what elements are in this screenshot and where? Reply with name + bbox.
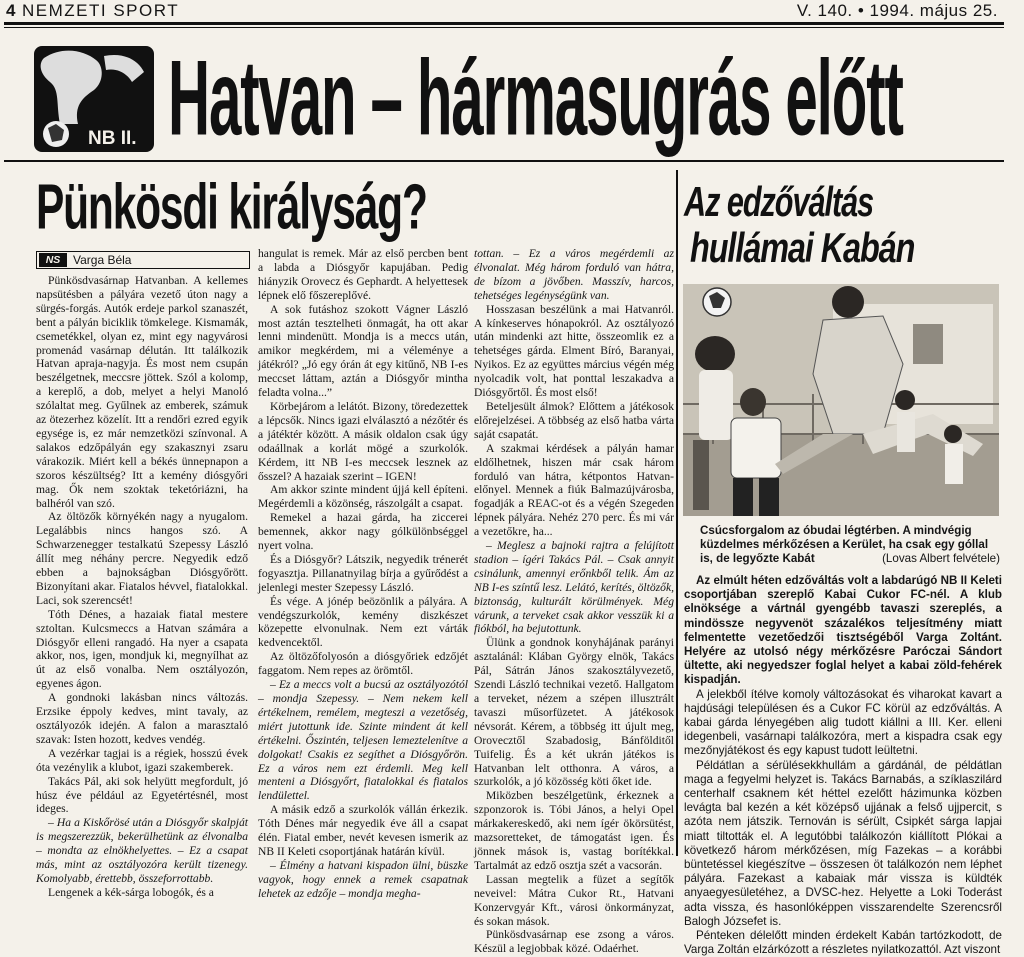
paragraph: Takács Pál, aki sok helyütt megfordult, jó húsz éve például az Egyetértésnél, most ideges.	[36, 774, 248, 816]
newspaper-name: NEMZETI SPORT	[22, 1, 180, 20]
section-rule	[4, 160, 1004, 162]
paragraph: – Ez a meccs volt a bucsú az osztályozótól – mondja Szepessy. – Nem nekem kell értékelnem, remélem, megteszi a vezetőség, miért jutottunk ide. Szinte mindent át kell értékelni. Őszintén, teljesen lemeztelenítve a dolgokat! Csakis ez segíthet a Diósgyőrön. Ez a város nem ezt érdemli. Meg kell menteni a Diósgyőrt, fiatalokkal és fiatalos lendülettel.	[258, 678, 468, 803]
paragraph: Pünkösdvasárnap ese zsong a város. Készül a legjobbak közé. Odaérhet.	[474, 928, 674, 956]
paragraph: Lassan megtelik a füzet a segítők neveivel: Mátra Cukor Rt., Hatvani Konzervgyár Kft., városi önkormányzat, és sokan mások.	[474, 872, 674, 928]
paragraph: A gondnoki lakásban nincs változás. Erzsike éppoly kedves, mint tavaly, az osztályozók idején. A falon a marasztaló szavak: Isten hozott, kedves vendég.	[36, 691, 248, 746]
photo-credit: (Lovas Albert felvétele)	[882, 552, 1000, 565]
article2-title-line2: hullámai Kabán	[690, 226, 915, 272]
article-column-2	[258, 247, 468, 900]
paragraph: Lengenek a kék-sárga lobogók, és a	[48, 885, 214, 899]
nb2-logo	[34, 46, 154, 152]
paragraph: – Meglesz a bajnoki rajtra a felújított stadion – ígéri Takács Pál. – Csak annyit csinálunk, amennyi erőnkből telik. Ám az NB I-es színtű lesz. Lelátó, kerítés, öltözők, biztonság, kulturált körülmények. Még várunk, a terveket csak akkor vesszük ki a fiókból, ha bejutottunk.	[474, 539, 674, 636]
ns-badge: NS	[39, 253, 67, 267]
paragraph: Példátlan a sérülésekkhullám a gárdánál, de példátlan maga a fegyelmi helyzet is. Takács Barnabás, a szíklaszilárd centerhalf csaknem két héttel ezelőtt házimunka közben levágta bal kezén a két középső ujjának a felső ujjpercit, s azóta nem játszik. Ternován is sérült, Csipkét sárga lapjai miatt tiltották el. A legutóbbi találkozón kiállított Plókai a következő három mérkőzésen, míg Fazekas – a korábbi büntetéssel kiegészítve – összesen öt találkozón nem léphet pályára. Fazekast a kabaiak már vissza is küldték anyaegyesületéhez, a DVSC-hez. Helyette a Loki Toderást adta vissza, és hasonlóképpen visszarendelte Szerencsről Balogh Józsefet is.	[684, 758, 1002, 928]
byline-box	[36, 251, 250, 269]
main-headline: Hatvan – hármasugrás előtt	[168, 40, 903, 159]
article-column-1	[36, 274, 248, 899]
paragraph: Miközben beszélgetünk, érkeznek a szponzorok is. Tóbi János, a helyi Opel márkakereskedő, aki nem ígér ökörsütést, mazsoretteket, de támogatást igen. És jönnek mások is, vastag borítékkal. Tartalmát az edző osztja szét a vacsorán.	[474, 789, 674, 872]
paragraph: Az öltözők környékén nagy a nyugalom. Legalábbis nincs hangos szó. A Schwarzenegger testalkatú Szepessy László állít meg néhány percre. Negyedik edző ebben a bajnokságban Diósgyőrött. Bizonyítani akar. Fiatalos hévvel, fiatalokkal. Laci, sok szerencsét!	[36, 510, 248, 607]
paragraph: A másik edző a szurkolók vállán érkezik. Tóth Dénes már negyedik éve áll a csapat élén. Fiatal ember, nevét kevesen ismerik az NB II Keleti csoportjának határán kívül.	[258, 803, 468, 858]
paragraph: Hosszasan beszélünk a mai Hatvanról. A kínkeserves hónapokról. Az osztályozó után mindenki azt hitte, összeomlik ez a tehetséges gárda. Elment Bíró, Baranyai, Nyikos. Ez az együttes március végén még nyolcadik volt, hat ponttal leszakadva a Diósgyőrtől. És most első!	[474, 302, 674, 400]
article2-body	[684, 574, 1002, 957]
paragraph: A sok futáshoz szokott Vágner László most aztán tesztelheti önmagát, ha ott akar lenni mindenütt. Mondja is a meccs után, amikor megkérdem, mi a véleménye a játékról? „Jó egy órán át egy kitűnő, NB I-es meccset láttam, aztán a Diósgyőr mintha feladta volna...”	[258, 302, 468, 400]
paragraph: Tóth Dénes, a hazaiak fiatal mestere sztoltan. Kulcsmeccs a Hatvan számára a Diósgyőr elleni rangadó. Ha nyer a csapata akkor, nos, igen, mondjuk ki, megnyílhat az út az első vonalba. Nem osztályozón, egyenes ágon.	[36, 607, 248, 691]
article2-title-line1: Az edzőváltás	[684, 180, 874, 226]
header-rule-thin	[4, 27, 1004, 28]
paragraph: Körbejárom a lelátót. Bizony, töredezettek a lépcsők. Nincs igazi elválasztó a nézőtér és a játéktér között. A másik oldalon csak úgy odaállnak a korlát mögé a szurkolók. Kérdem, itt NB I-es meccsek lesznek az ősszel? A hazaiak szerint – IGEN!	[258, 399, 468, 483]
article-column-3	[468, 247, 674, 956]
paragraph: tottan. – Ez a város megérdemli az élvonalat. Még három forduló van hátra, de bízom a jövőben. Masszív, harcos, tehetséges legénységünk van.	[474, 247, 674, 302]
issue-date: V. 140. • 1994. május 25.	[796, 1, 998, 20]
article-title: Pünkösdi királyság?	[36, 170, 427, 243]
paragraph: Pünkösdvasárnap Hatvanban. A kellemes napsütésben a pályára vezető úton nagy a sürgés-forgás. Autók erdeje parkol szanaszét, bent a pályán biciklik tömkelege. Kismamák, csemetékkel, olyan ez, mint egy nagyvárosi promenád vasárnap délután. Itt találkozik Hatvan apraja-nagyja. És most nem csupán beszélgetnek, meccsre jöttek. Szól a kolomp, a kereplő, a dob, melyet a helyi Manoló szólaltat meg. Gyűlnek az emberek, számuk az ötezerhez közelít. Itt a rendőri ezred egyik egysége is, ez már nemzetközi színvonal. A salakos edzőpályán egy szakasznyi zsaru várakozik. Miért kell a békés ünnepnapon a szoros készültség? Itt a kemény diósgyőri mag. Ők nem szoktak teketóriázni, ha balhéról van szó.	[36, 274, 248, 510]
paragraph: A szakmai kérdések a pályán hamar eldőlhetnek, hiszen már csak három forduló van hátra, kétpontos Hatvan-előnyel. Mennek a fiúk Balmazújvárosba, fogadják a REAC-ot és a végén Szegeden lépnek pályára. Nehéz 270 perc. És mi vár a vezetőkre, ha...	[474, 441, 674, 539]
column-divider	[676, 170, 678, 856]
svg-text:NB II.: NB II.	[88, 128, 137, 149]
paragraph: Az elmúlt héten edzőváltás volt a labdarúgó NB II Keleti csoportjában szereplő Kabai Cukor FC-nél. A klub elnöksége a vártnál gyengébb tavaszi szereplés, a mindössze negyvenöt százalékos teljesítmény miatt felmentette vezetőedzői tisztségéből Varga Zoltánt. Helyére az utolsó négy mérkőzésre Paróczai Sándort ültette, aki negyedszer foglal helyet a kabai zöld-fehérek kispadján.	[684, 574, 1002, 687]
page-number: 4	[6, 1, 16, 20]
paragraph: Am akkor szinte mindent újjá kell építeni. Megérdemli a közönség, rászolgált a csapat.	[258, 483, 468, 511]
paragraph: A jelekből ítélve komoly változásokat és viharokat kavart a hajdúsági településen és a Cukor FC körül az edzőváltás. A kabai gárda lényegében alig tudott kiállni a III. Ker. elleni idegenbeli, vasárnapi találkozóra, mert a kispadra csak egy mezőnyjátékost és egy kapust tudott leültetni.	[684, 687, 1002, 758]
paragraph: És vége. A jónép beözönlik a pályára. A vendégszurkolók, kemény diszkészet közepette elvonulnak. Nem ezt várták kedvencektől.	[258, 594, 468, 650]
byline-author: Varga Béla	[73, 253, 132, 267]
paragraph: Remekel a hazai gárda, ha ziccerei bemennek, akkor nagy gólkülönbséggel nyert volna.	[258, 511, 468, 553]
paragraph: Pénteken délelőtt minden érdekelt Kabán tartózkodott, de Varga Zoltán elzárkózott a részletes nyilatkozattól. Azt viszont	[684, 929, 1002, 957]
paragraph: hangulat is remek. Már az első percben bent a labda a Diósgyőr kapujában. Pedig hiányzik Orovecz és Gephardt. A helyettesek lépnek elő főszereplővé.	[258, 247, 468, 302]
photo-caption: Csúcsforgalom az óbudai légtérben. A mindvégig küzdelmes mérkőzésen a Kerület, ha csak egy góllal is, de legyőzte Kabát (Lovas Albert felvétele)	[700, 524, 1000, 565]
paragraph: Ülünk a gondnok konyhájának parányi asztalánál: Klában György elnök, Takács Pál, Sátrán János szakosztályvezető, Szendi László technikai vezető. Hallgatom a terveket, nézem a szépen illusztrált tavaszi műsorfüzetet. A játékosok névsorát. Kérem, a többség itt újult meg, Orovecztől Szabadosig, Bánfölditől Tuifelig. És a két ukrán játékos is Hatvanban lelt otthonra. A város, a szurkolók, a jó közösség köti őket ide.	[474, 636, 674, 789]
paragraph: – Ha a Kiskőrösé után a Diósgyőr skalpját is megszerezzük, bekerülhetünk az élvonalba – mondta az elnökhelyettes. – Ez a csapat más, mint az osztályozóra került tizenegy. Komolyabb, érettebb, összeforrottabb.	[36, 816, 248, 885]
nb2-logo-art	[34, 46, 154, 152]
match-photo-art	[683, 284, 999, 516]
header-rule	[4, 22, 1004, 25]
paragraph: A vezérkar tagjai is a régiek, hosszú évek óta vezénylik a klubot, igazi szakemberek.	[36, 746, 248, 774]
match-photo	[683, 284, 999, 516]
paragraph: És a Diósgyőr? Látszik, negyedik trénerét fogyasztja. Pillanatnyilag bírja a gyűrődést a jelenlegi mester Szepessy László.	[258, 552, 468, 594]
paragraph: Az öltözőfolyosón a diósgyőriek edzőjét faggatom. Nem repes az örömtől.	[258, 650, 468, 678]
paragraph: – Élmény a hatvani kispadon ülni, büszke vagyok, hogy ennek a remek csapatnak lehetek az edzője – mondja megha-	[258, 858, 468, 900]
paragraph: Beteljesült álmok? Előttem a játékosok előrejelzései. A többség az első hatba várta saját csapatát.	[474, 399, 674, 441]
